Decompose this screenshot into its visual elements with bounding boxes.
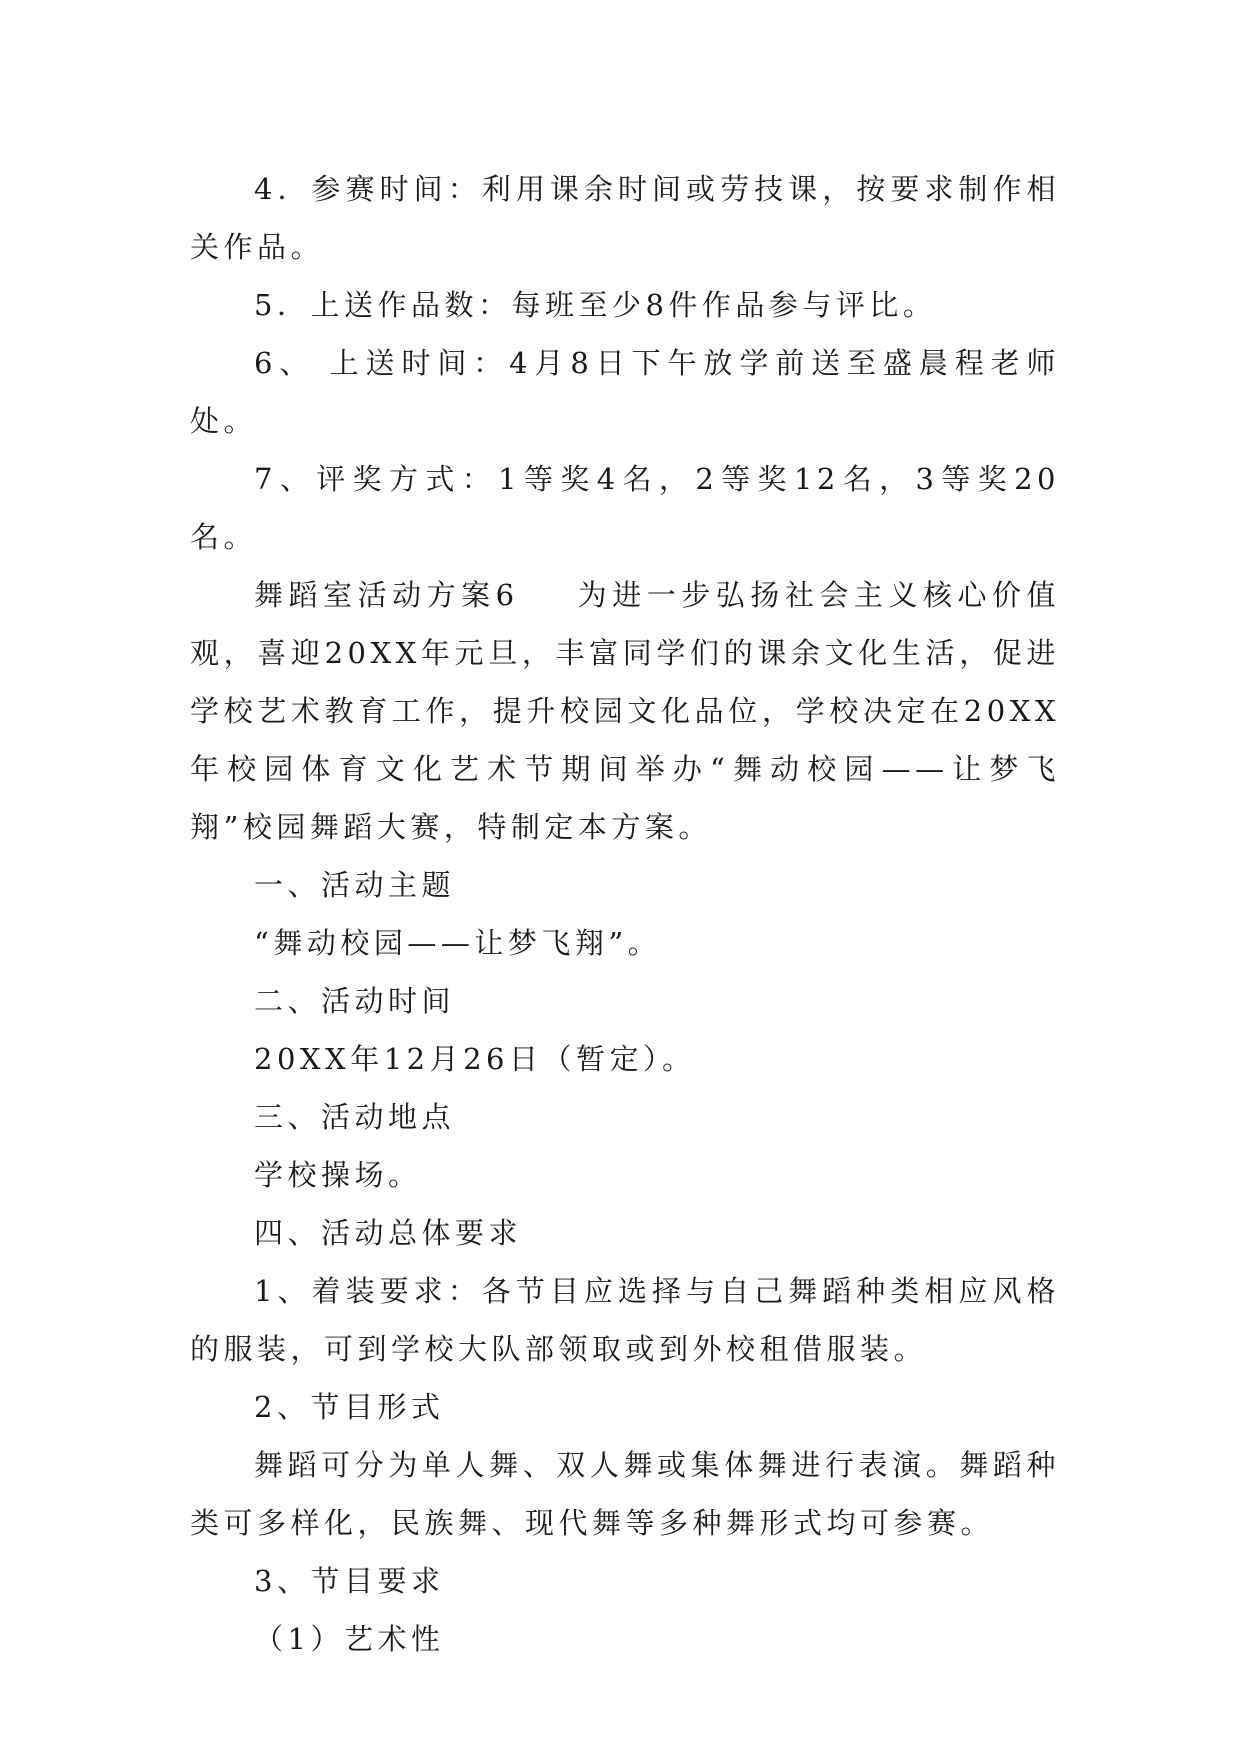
- section-heading-location: 三、活动地点: [254, 1100, 456, 1134]
- section-heading-requirements: 四、活动总体要求: [254, 1216, 523, 1250]
- paragraph-time: 20XX年12月26日（暂定）。: [254, 1042, 696, 1076]
- document-body: [190, 160, 1060, 1668]
- paragraph-theme: “舞动校园——让梦飞翔”。: [254, 926, 662, 960]
- plan-heading: 舞蹈室活动方案6: [254, 578, 519, 612]
- subheading-program-requirements: 3、节目要求: [254, 1564, 445, 1598]
- paragraph-award-method: 7、评奖方式：1等奖4名，2等奖12名，3等奖20名。: [190, 462, 1060, 554]
- paragraph-submission-count: 5．上送作品数：每班至少8件作品参与评比。: [254, 288, 937, 322]
- subheading-artistry: （1）艺术性: [254, 1622, 445, 1656]
- paragraph-attire: 1、着装要求：各节目应选择与自己舞蹈种类相应风格的服装，可到学校大队部领取或到外校租借服装。: [190, 1274, 1060, 1366]
- paragraph-program-form: 舞蹈可分为单人舞、双人舞或集体舞进行表演。舞蹈种类可多样化，民族舞、现代舞等多种舞形式均可参赛。: [190, 1448, 1060, 1540]
- paragraph-submission-time: 6、 上送时间：4月8日下午放学前送至盛晨程老师处。: [190, 346, 1060, 438]
- subheading-program-form: 2、节目形式: [254, 1390, 445, 1424]
- paragraph-participation-time: 4．参赛时间：利用课余时间或劳技课，按要求制作相关作品。: [190, 172, 1060, 264]
- paragraph-plan-intro: 舞蹈室活动方案6 为进一步弘扬社会主义核心价值观，喜迎20XX年元旦，丰富同学们的课余文化生活，促进学校艺术教育工作，提升校园文化品位，学校决定在20XX年校园体育文化艺术节期间举办“舞动校园——让梦飞翔”校园舞蹈大赛，特制定本方案。: [190, 578, 1060, 844]
- section-heading-theme: 一、活动主题: [254, 868, 456, 902]
- section-heading-time: 二、活动时间: [254, 984, 456, 1018]
- paragraph-location: 学校操场。: [254, 1158, 422, 1192]
